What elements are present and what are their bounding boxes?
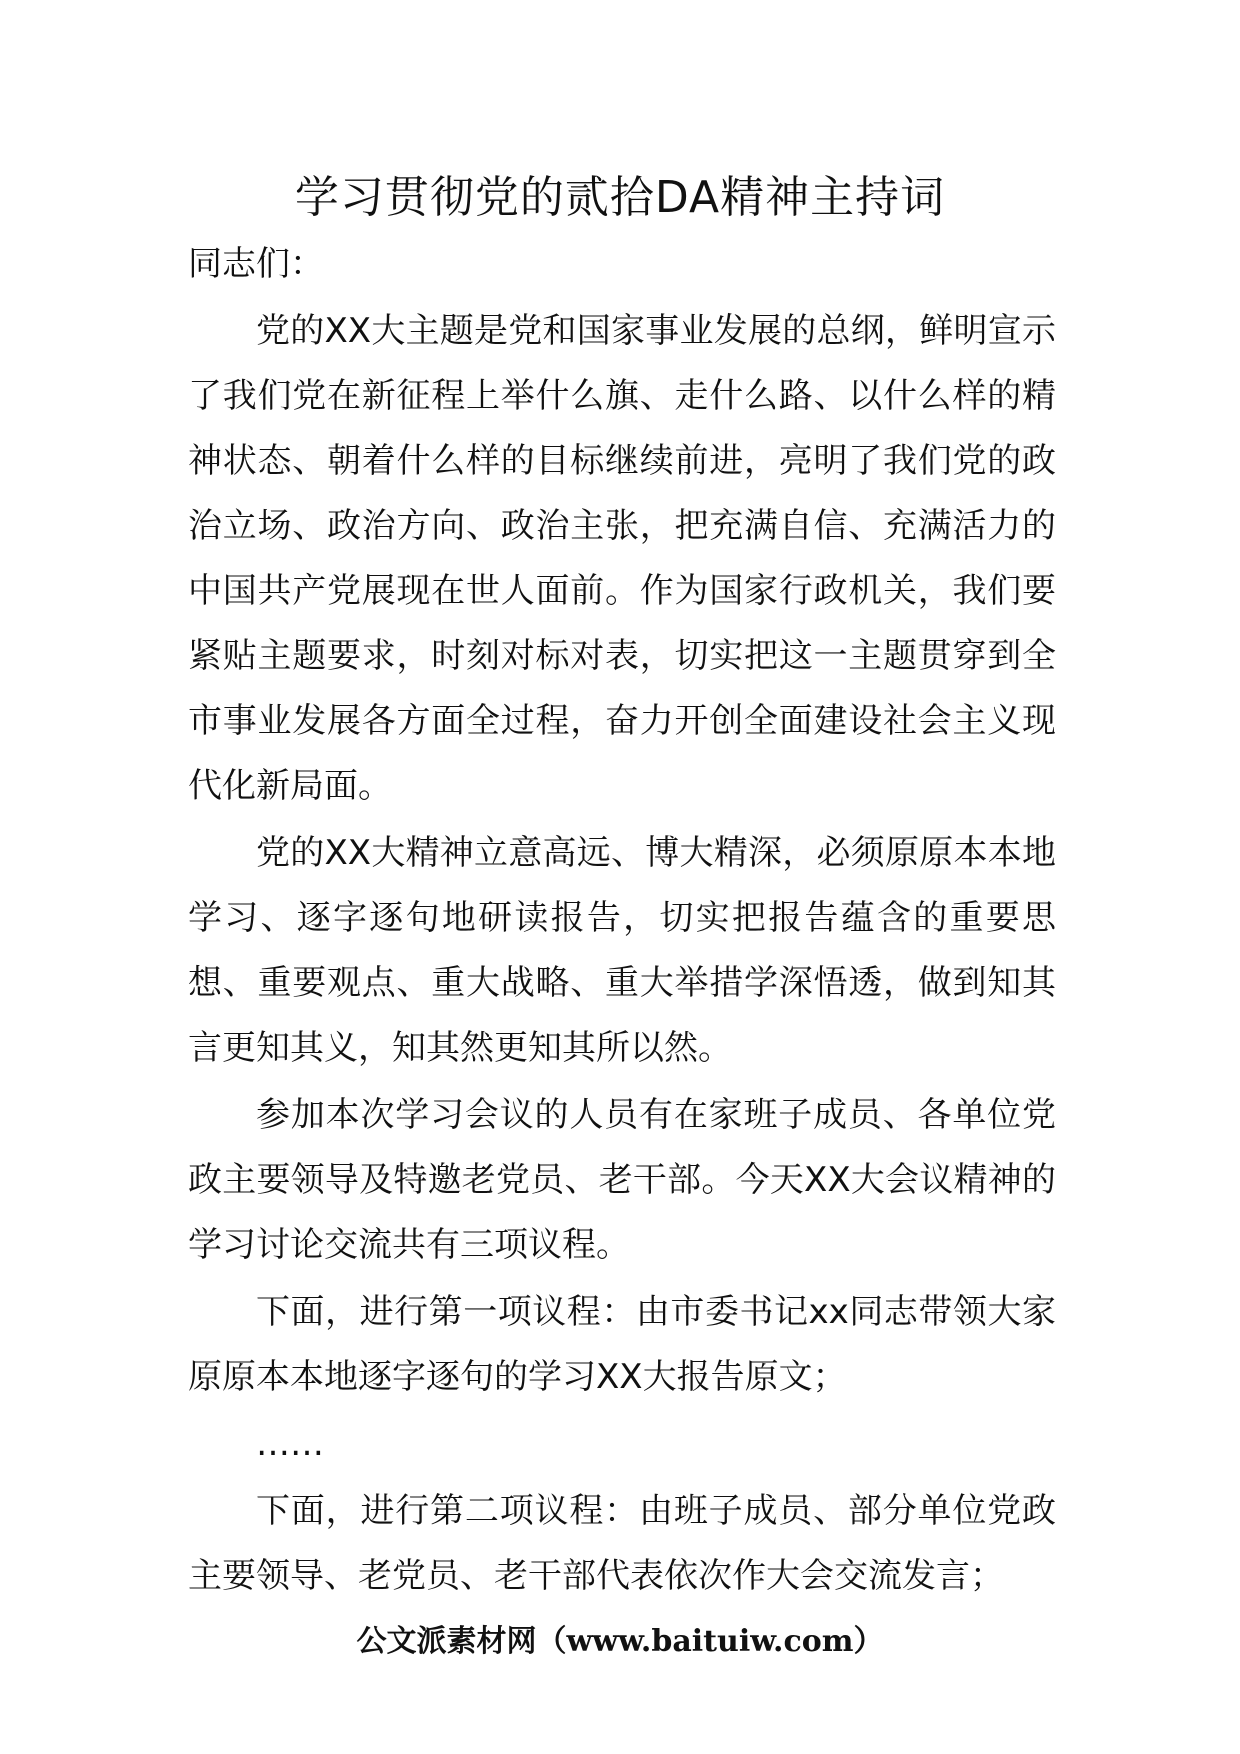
greeting: 同志们：: [188, 244, 324, 284]
paragraph-1: 党的XX大主题是党和国家事业发展的总纲，鲜明宣示了我们党在新征程上举什么旗、走什么路、以什么样的精神状态、朝着什么样的目标继续前进，亮明了我们党的政治立场、政治方向、政治主张，把充满自信、充满活力的中国共产党展现在世人面前。作为国家行政机关，我们要紧贴主题要求，时刻对标对表，切实把这一主题贯穿到全市事业发展各方面全过程，奋力开创全面建设社会主义现代化新局面。: [188, 311, 1056, 806]
paragraph-3: 参加本次学习会议的人员有在家班子成员、各单位党政主要领导及特邀老党员、老干部。今天XX大会议精神的学习讨论交流共有三项议程。: [188, 1095, 1056, 1265]
footer-source: 公文派素材网（www.baituiw.com）: [356, 1624, 884, 1659]
paragraph-4: 下面，进行第一项议程：由市委书记xx同志带领大家原原本本地逐字逐句的学习XX大报告原文；: [188, 1292, 1056, 1397]
document-body: [188, 232, 1056, 1609]
ellipsis-paragraph: ……: [256, 1424, 324, 1464]
document-title: 学习贯彻党的贰拾DA精神主持词: [294, 172, 946, 223]
paragraph-2: 党的XX大精神立意高远、博大精深，必须原原本本地学习、逐字逐句地研读报告，切实把报告蕴含的重要思想、重要观点、重大战略、重大举措学深悟透，做到知其言更知其义，知其然更知其所以然。: [188, 833, 1056, 1068]
paragraph-5: 下面，进行第二项议程：由班子成员、部分单位党政主要领导、老党员、老干部代表依次作大会交流发言；: [188, 1491, 1056, 1596]
